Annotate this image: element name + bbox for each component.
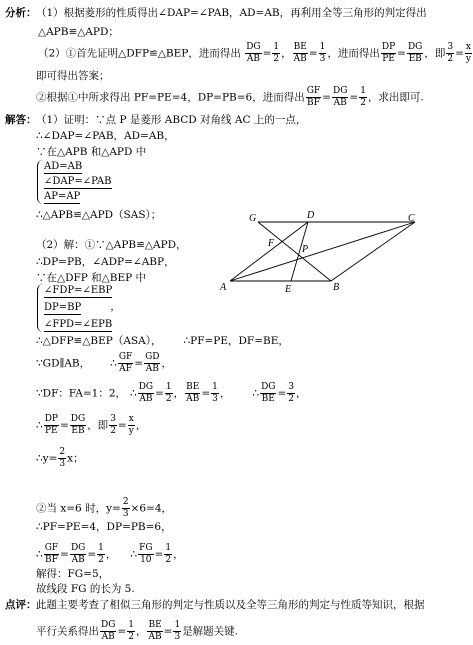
text: ∴△DFP≌△BEP（ASA）， [36, 335, 162, 347]
comment-line-1: 此题主要考查了相似三角形的判定与性质以及全等三角形的判定与性质等知识，根据 [36, 599, 425, 611]
num: 1 [360, 86, 366, 96]
num: DG [407, 42, 423, 52]
fraction-x-y [465, 42, 472, 65]
num: DG [101, 620, 116, 630]
den: PE [45, 426, 58, 436]
den: y [465, 54, 472, 64]
fraction-one-two [97, 543, 105, 566]
label-p: P [302, 244, 309, 255]
condition-text: AD=AB [44, 161, 83, 172]
text: ， [219, 387, 231, 400]
den: 10 [140, 555, 152, 565]
condition [44, 192, 80, 204]
num: BE [148, 620, 162, 630]
num: DP [381, 42, 396, 52]
solution-line-15: ∴ $\frac{GF}{BF}$ = $\frac{DG}{AB}$ = $\frac{1}{2}$ ， ∴ $\frac{FG}{10}$ = $\frac{1}{2}$ ， [36, 543, 184, 565]
solution-line-3: ∵在△APB 和△APD 中 [36, 146, 147, 158]
fraction-two-three [58, 447, 66, 470]
solution-line-14: ∴PF=PE=4，DP=PB=6， [36, 521, 172, 533]
text: ， [135, 419, 147, 432]
solution-line-4: ∴△APB≌△APD（SAS）； [36, 209, 162, 221]
solution-line-10: ∵DF：FA=1：2， ∴ $\frac{DG}{AB}$ = $\frac{1}{2}$ ， $\frac{BE}{AB}$ = $\frac{1}{3}$ ， ∴ $\frac{DG}{BE}$ = $\frac{3}{2}$ ， [36, 382, 307, 404]
den: 2 [165, 555, 172, 565]
den: 3 [212, 394, 218, 404]
num: 1 [212, 382, 218, 392]
text: 平行关系得出 [36, 625, 99, 638]
analysis-line-2: △APB≌△APD； [38, 26, 119, 38]
num: 3 [288, 382, 295, 392]
num: GF [44, 543, 59, 553]
den: AB [293, 54, 307, 64]
brace [37, 284, 43, 332]
den: AB [148, 632, 162, 642]
den: EB [408, 54, 422, 64]
text: ×6=4， [130, 502, 173, 515]
text: ∴ [130, 548, 138, 561]
text: ，即 [87, 419, 109, 432]
segment-de [291, 222, 308, 281]
fraction-one-two [127, 620, 135, 643]
den: BF [307, 98, 320, 108]
num: BE [293, 42, 307, 52]
num: 1 [174, 620, 181, 630]
den: 3 [319, 54, 326, 64]
den: AB [145, 364, 159, 374]
condition [44, 162, 82, 174]
den: 2 [273, 54, 280, 64]
num: 1 [98, 543, 104, 553]
label-f: F [268, 238, 275, 249]
segment-gb [258, 222, 331, 281]
num: GD [145, 352, 160, 362]
solution-line-12 [36, 447, 84, 470]
num: GF [118, 352, 133, 362]
condition-text: AP=AP [44, 191, 81, 202]
analysis-line-1: （1）根据菱形的性质得出∠DAP=∠PAB，AD=AB，再利用全等三角形的判定得出 [36, 7, 427, 19]
den: 3 [122, 509, 129, 519]
solution-line-17: 故线段 FG 的长为 5. [36, 583, 135, 595]
comma: ， [110, 302, 121, 313]
text: ∴PF=PE，DF=BE， [183, 335, 289, 347]
num: DG [246, 42, 261, 52]
solution-line-16: 解得：FG=5， [36, 568, 110, 580]
den: 2 [98, 555, 104, 565]
num: DG [261, 382, 276, 392]
text: ， [296, 387, 307, 400]
fraction-one-three [211, 382, 219, 405]
den: AB [186, 394, 200, 404]
label-c: C [408, 213, 415, 224]
num: 2 [59, 447, 66, 457]
text: ，即 [424, 47, 446, 60]
solution-line-13 [36, 497, 172, 520]
label-g: G [249, 213, 257, 224]
analysis-label: 分析： [5, 7, 37, 19]
den: 2 [288, 394, 295, 404]
fraction-dg-eb [70, 414, 86, 437]
text: ∴ [130, 387, 137, 400]
num: 1 [319, 42, 326, 52]
num: DG [138, 382, 154, 392]
text: ∴ [252, 387, 260, 400]
den: 2 [447, 54, 454, 64]
text: ②当 x=6 时，y= [36, 502, 121, 515]
segment-ad [230, 222, 308, 281]
solution-line-9: ∵GD∥AB， ∴ $\frac{GF}{AF}$ = $\frac{GD}{AB}$ ， [36, 352, 172, 374]
text: ， [173, 387, 185, 400]
fraction-be-ab [147, 620, 162, 643]
fraction-one-three [319, 42, 327, 65]
text: ，进而得出 [327, 47, 380, 60]
fraction-dp-pe [44, 414, 59, 437]
fraction-dp-pe [381, 42, 396, 65]
text: ∵DF：FA=1：2， [36, 387, 126, 400]
fraction-one-two [359, 86, 367, 109]
fraction-dg-ab [332, 86, 348, 109]
num: x [128, 414, 134, 424]
condition-text: DP=BP [44, 302, 82, 313]
solution-line-2: ∴∠DAP=∠PAB，AD=AB， [36, 130, 175, 142]
text: ， [135, 625, 147, 638]
condition [44, 177, 112, 189]
fraction-three-two [109, 414, 117, 437]
fraction-one-two [272, 42, 280, 65]
text: ， [173, 548, 184, 561]
den: 2 [128, 632, 134, 642]
num: 1 [128, 620, 134, 630]
num: 3 [447, 42, 454, 52]
solution-line-6: ∴DP=PB，∠ADP=∠ABP， [36, 256, 175, 268]
den: AB [333, 98, 347, 108]
num: FG [139, 543, 153, 553]
label-a: A [220, 282, 227, 293]
num: DP [44, 414, 58, 424]
condition [44, 303, 120, 315]
num: DG [332, 86, 348, 96]
fraction-one-two [165, 382, 173, 405]
num: 3 [110, 414, 116, 424]
condition-text: ∠DAP=∠PAB [44, 176, 112, 187]
analysis-line-4: 即可得出答案； [36, 70, 110, 82]
label-b: B [333, 282, 340, 293]
analysis-line-5: ②根据①中所求得出 PF=PE=4，DP=PB=6，进而得出 $\frac{GF}{BF}$ = $\frac{DG}{AB}$ = $\frac{1}{2}$ ，求出即可. [36, 86, 424, 108]
fraction-one-two [164, 543, 172, 566]
condition-text: ∠FPD=∠EPB [44, 319, 113, 330]
den: BE [261, 394, 275, 404]
fraction-dg-ab [70, 543, 86, 566]
num: 1 [165, 382, 172, 392]
den: 2 [110, 426, 116, 436]
num: 2 [122, 497, 129, 507]
den: AB [101, 632, 115, 642]
num: 1 [273, 42, 280, 52]
fraction-dg-ab [138, 382, 154, 405]
segment-bc [331, 222, 415, 281]
num: GF [306, 86, 321, 96]
text: ∴y= [36, 452, 58, 465]
solution-line-1: （1）证明：∵点 P 是菱形 ABCD 对角线 AC 上的一点， [36, 114, 307, 126]
text: ∵GD∥AB， [36, 357, 91, 370]
den: AB [246, 54, 260, 64]
fraction-dg-ab [245, 42, 261, 65]
den: PE [382, 54, 395, 64]
fraction-be-ab [293, 42, 308, 65]
label-d: D [307, 210, 315, 221]
label-e: E [285, 284, 292, 295]
text: （2）①首先证明△DFP≌△BEP，进而得出 [38, 47, 241, 60]
condition [44, 320, 112, 332]
fraction-be-ab [185, 382, 200, 405]
fraction-fg-ten [138, 543, 153, 566]
fraction-gf-bf [306, 86, 321, 109]
solution-line-8 [36, 336, 289, 347]
den: y [128, 426, 134, 436]
num: BE [186, 382, 200, 392]
num: DG [70, 543, 86, 553]
text: ∴ [36, 419, 43, 432]
den: AB [139, 394, 153, 404]
text: ， [105, 548, 117, 561]
text: ∴ [36, 548, 43, 561]
den: 2 [360, 98, 366, 108]
den: AB [71, 555, 85, 565]
comment-label: 点评： [5, 599, 37, 611]
condition [44, 286, 112, 298]
fraction-gd-ab [144, 352, 160, 375]
solution-label: 解答： [5, 114, 37, 126]
condition-text: ∠FDP=∠EBP [44, 285, 113, 296]
num: 1 [165, 543, 172, 553]
text: ，求出即可. [367, 91, 424, 104]
den: 3 [174, 632, 181, 642]
fraction-gf-af [118, 352, 133, 375]
den: AF [119, 364, 132, 374]
solution-line-7: ∵在△DFP 和△BEP 中 [36, 272, 147, 284]
segment-ac [230, 222, 415, 281]
fraction-three-two [446, 42, 454, 65]
fraction-three-two [287, 382, 295, 405]
den: BF [44, 555, 58, 565]
solution-line-5: （2）解：①∵△APB≌△APD， [36, 239, 187, 251]
solution-line-11: ∴ $\frac{DP}{PE}$ = $\frac{DG}{EB}$ ，即 $\frac{3}{2}$ = $\frac{x}{y}$ ， [36, 414, 147, 436]
fraction-two-three [122, 497, 130, 520]
fraction-dg-eb [407, 42, 423, 65]
num: DG [70, 414, 86, 424]
brace [37, 160, 43, 204]
den: EB [71, 426, 85, 436]
analysis-line-3: （2）①首先证明△DFP≌△BEP，进而得出 $\frac{DG}{AB}$ = $\frac{1}{2}$ ， $\frac{BE}{AB}$ = $\frac{1}{3}$ ，进而得出 $\frac{DP}{PE}$ = $\frac{DG}{EB}$ ，即 $\frac{3}{2}$ = $\frac{x}{y}$ [38, 42, 472, 64]
text: 是解题关键. [182, 625, 239, 638]
fraction-one-three [173, 620, 181, 643]
fraction-gf-bf [44, 543, 59, 566]
den: 2 [165, 394, 172, 404]
comment-line-2: 平行关系得出 $\frac{DG}{AB}$ = $\frac{1}{2}$ ， $\frac{BE}{AB}$ = $\frac{1}{3}$ 是解题关键. [36, 620, 239, 642]
den: 3 [59, 459, 66, 469]
text: x； [67, 452, 84, 465]
num: x [465, 42, 471, 52]
text: ∴ [110, 357, 117, 370]
fraction-x-y [128, 414, 135, 437]
fraction-dg-be [260, 382, 276, 405]
text: ②根据①中所求得出 PF=PE=4，DP=PB=6，进而得出 [36, 91, 305, 104]
fraction-dg-ab [100, 620, 116, 643]
